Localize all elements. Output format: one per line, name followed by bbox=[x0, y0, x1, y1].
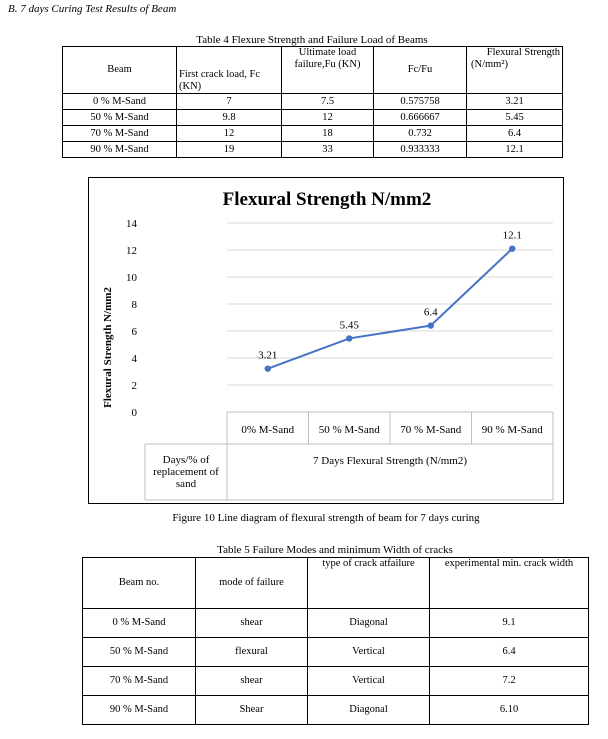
y-tick-label: 2 bbox=[131, 380, 137, 392]
y-tick-label: 14 bbox=[126, 218, 137, 230]
flexural-strength-chart bbox=[88, 177, 564, 504]
table4-cell-ratio: 0.732 bbox=[374, 126, 467, 142]
table5-cell-width: 6.10 bbox=[430, 696, 589, 725]
table5-header-beam: Beam no. bbox=[83, 558, 196, 609]
table5-cell-width: 7.2 bbox=[430, 667, 589, 696]
y-tick-label: 6 bbox=[131, 326, 137, 338]
table5-header-type: type of crack atfailure bbox=[308, 558, 430, 609]
table4-cell-fu: 12 bbox=[282, 110, 374, 126]
data-label: 5.45 bbox=[339, 319, 359, 332]
x-category-label: 0% M-Sand bbox=[241, 424, 295, 436]
table5-row bbox=[83, 696, 589, 725]
table4-cell-fc: 9.8 bbox=[177, 110, 282, 126]
x-category-label: 50 % M-Sand bbox=[318, 424, 380, 436]
table4-row bbox=[63, 110, 563, 126]
table4-header-first-crack: First crack load, Fc (KN) bbox=[177, 47, 282, 94]
table5-cell-width: 9.1 bbox=[430, 609, 589, 638]
table5-row bbox=[83, 667, 589, 696]
table4-cell-fu: 18 bbox=[282, 126, 374, 142]
figure-caption: Figure 10 Line diagram of flexural strength of beam for 7 days curing bbox=[172, 512, 480, 524]
table4-cell-strength: 12.1 bbox=[467, 142, 563, 158]
chart-svg bbox=[89, 178, 565, 505]
x-category-label: 70 % M-Sand bbox=[400, 424, 462, 436]
table4-cell-fc: 19 bbox=[177, 142, 282, 158]
table5-row bbox=[83, 638, 589, 667]
data-point bbox=[428, 322, 434, 328]
table5-cell-mode: shear bbox=[196, 667, 308, 696]
y-tick-label: 0 bbox=[131, 407, 137, 419]
section-heading: B. 7 days Curing Test Results of Beam bbox=[8, 3, 177, 15]
table4-caption: Table 4 Flexure Strength and Failure Load of Beams bbox=[196, 34, 428, 46]
table4-cell-strength: 6.4 bbox=[467, 126, 563, 142]
table4-header-flexural-line1: Flexural Strength bbox=[486, 47, 560, 58]
table5-cell-beam: 70 % M-Sand bbox=[83, 667, 196, 696]
table5-cell-beam: 0 % M-Sand bbox=[83, 609, 196, 638]
x-table-header-line: Days/% of bbox=[162, 454, 210, 466]
table5-cell-width: 6.4 bbox=[430, 638, 589, 667]
data-label: 3.21 bbox=[258, 349, 278, 362]
table4-header-row bbox=[63, 47, 563, 94]
table4-cell-fu: 33 bbox=[282, 142, 374, 158]
table4-header-flexural bbox=[467, 47, 563, 94]
table5-cell-type: Diagonal bbox=[308, 696, 430, 725]
x-category-label: 90 % M-Sand bbox=[481, 424, 543, 436]
x-axis-label: 7 Days Flexural Strength (N/mm2) bbox=[313, 455, 467, 467]
table5-cell-mode: flexural bbox=[196, 638, 308, 667]
chart-title: Flexural Strength N/mm2 bbox=[222, 189, 432, 210]
x-table-header-line: replacement of bbox=[153, 466, 219, 478]
table5-cell-beam: 90 % M-Sand bbox=[83, 696, 196, 725]
table4-row bbox=[63, 142, 563, 158]
data-point bbox=[509, 245, 515, 251]
table5-header-row bbox=[83, 558, 589, 609]
table4-cell-ratio: 0.666667 bbox=[374, 110, 467, 126]
table4-cell-ratio: 0.933333 bbox=[374, 142, 467, 158]
y-tick-label: 8 bbox=[131, 299, 137, 311]
table4-cell-fu: 7.5 bbox=[282, 94, 374, 110]
table4-cell-fc: 12 bbox=[177, 126, 282, 142]
table5-cell-mode: shear bbox=[196, 609, 308, 638]
table5-header-width: experimental min. crack width bbox=[430, 558, 589, 609]
table4-cell-beam: 70 % M-Sand bbox=[63, 126, 177, 142]
data-point bbox=[346, 335, 352, 341]
table4-header-flexural-line2: (N/mm²) bbox=[471, 59, 508, 70]
table5-cell-type: Diagonal bbox=[308, 609, 430, 638]
table4-header-beam: Beam bbox=[63, 47, 177, 94]
series-line bbox=[268, 249, 513, 369]
x-table-header-line: sand bbox=[175, 478, 197, 490]
table4-cell-fc: 7 bbox=[177, 94, 282, 110]
table5-cell-type: Vertical bbox=[308, 667, 430, 696]
data-point bbox=[265, 365, 271, 371]
table5-caption: Table 5 Failure Modes and minimum Width of cracks bbox=[217, 544, 453, 556]
table4-cell-strength: 3.21 bbox=[467, 94, 563, 110]
table4-cell-strength: 5.45 bbox=[467, 110, 563, 126]
table5-cell-type: Vertical bbox=[308, 638, 430, 667]
y-tick-label: 12 bbox=[126, 245, 137, 257]
table4-header-ultimate: Ultimate load failure,Fu (KN) bbox=[282, 47, 374, 94]
data-label: 6.4 bbox=[423, 306, 438, 319]
y-axis-label: Flexural Strength N/mm2 bbox=[102, 287, 114, 408]
table5-header-mode: mode of failure bbox=[196, 558, 308, 609]
data-label: 12.1 bbox=[502, 229, 522, 242]
y-tick-label: 4 bbox=[131, 353, 137, 365]
table4-header-ratio: Fc/Fu bbox=[374, 47, 467, 94]
table5-cell-beam: 50 % M-Sand bbox=[83, 638, 196, 667]
table4-cell-beam: 90 % M-Sand bbox=[63, 142, 177, 158]
table4-cell-ratio: 0.575758 bbox=[374, 94, 467, 110]
y-tick-label: 10 bbox=[126, 272, 137, 284]
table5-row bbox=[83, 609, 589, 638]
table5 bbox=[82, 557, 589, 725]
table4-cell-beam: 50 % M-Sand bbox=[63, 110, 177, 126]
table4-cell-beam: 0 % M-Sand bbox=[63, 94, 177, 110]
table4-row bbox=[63, 126, 563, 142]
table4 bbox=[62, 46, 563, 158]
table4-row bbox=[63, 94, 563, 110]
table5-cell-mode: Shear bbox=[196, 696, 308, 725]
